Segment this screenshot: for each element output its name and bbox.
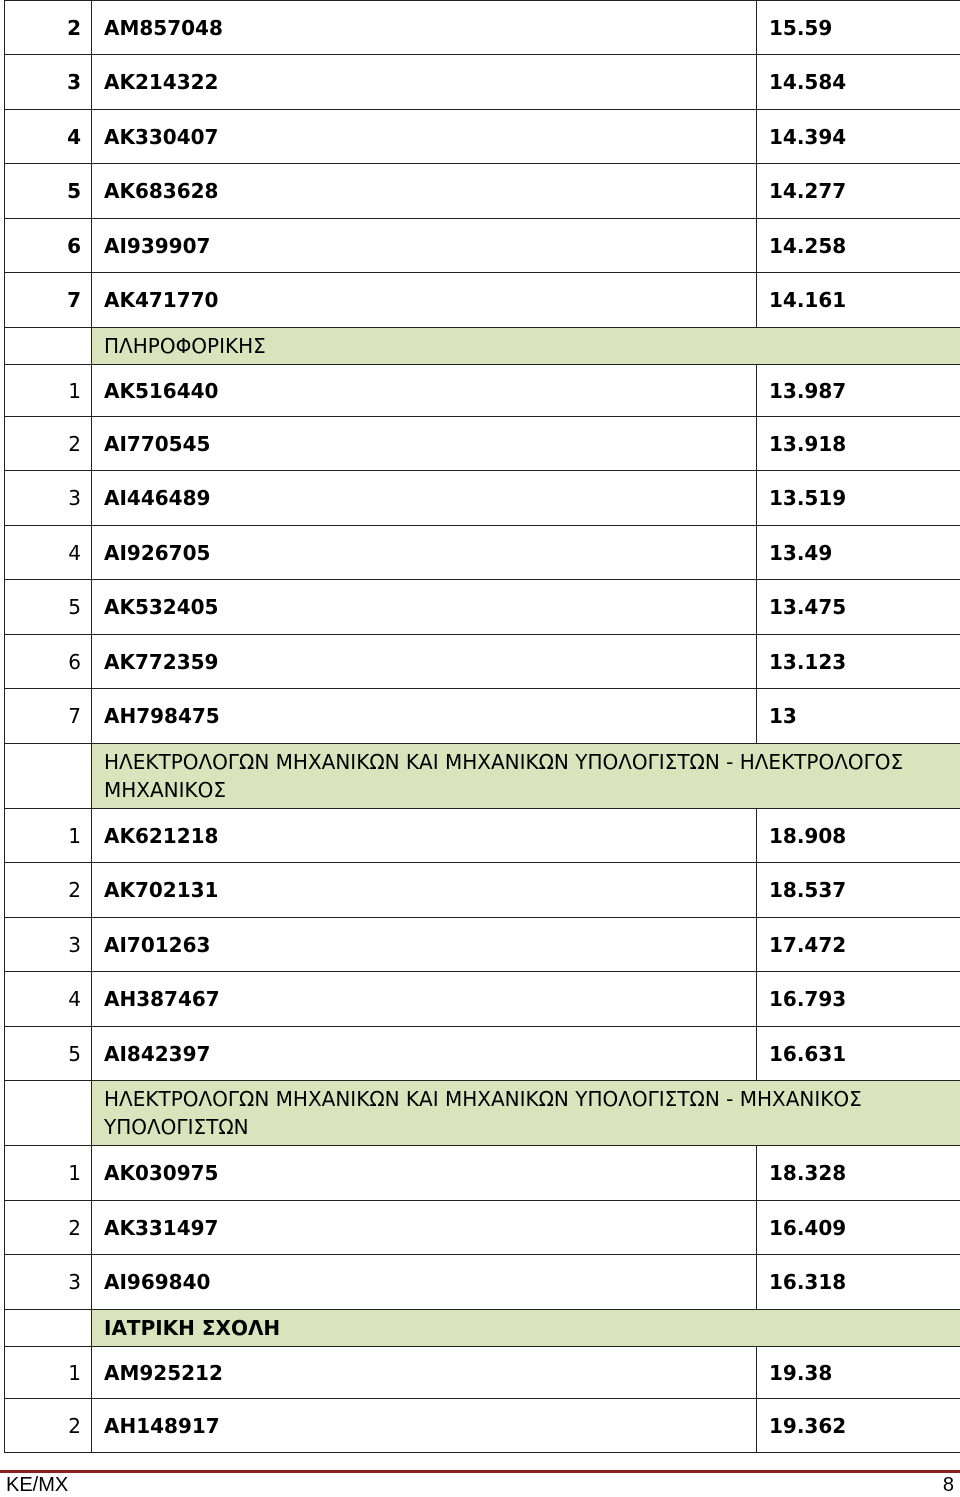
table-row bbox=[5, 365, 960, 417]
table-row bbox=[5, 471, 960, 526]
section-header-row bbox=[5, 1081, 960, 1146]
candidate-code-cell: AI926705 bbox=[92, 526, 757, 580]
table-row bbox=[5, 110, 960, 164]
rank-cell: 5 bbox=[5, 164, 92, 219]
candidate-code-cell: AK702131 bbox=[92, 863, 757, 918]
rank-cell: 7 bbox=[5, 273, 92, 328]
rank-cell: 1 bbox=[5, 1146, 92, 1201]
table-row bbox=[5, 1201, 960, 1255]
section-header-row bbox=[5, 1310, 960, 1347]
table-row bbox=[5, 863, 960, 918]
section-title: ΠΛΗΡΟΦΟΡΙΚΗΣ bbox=[92, 328, 960, 365]
results-table bbox=[4, 0, 960, 1453]
table-row bbox=[5, 972, 960, 1027]
results-table-body bbox=[5, 1, 960, 1453]
rank-cell: 3 bbox=[5, 918, 92, 972]
candidate-code-cell: AI701263 bbox=[92, 918, 757, 972]
score-cell: 14.394 bbox=[757, 110, 960, 164]
rank-cell: 5 bbox=[5, 580, 92, 635]
rank-cell: 5 bbox=[5, 1027, 92, 1081]
score-cell: 18.328 bbox=[757, 1146, 960, 1201]
score-cell: 18.908 bbox=[757, 809, 960, 863]
section-title: ΙΑΤΡΙΚΗ ΣΧΟΛΗ bbox=[92, 1310, 960, 1347]
candidate-code-cell: AK330407 bbox=[92, 110, 757, 164]
score-cell: 14.277 bbox=[757, 164, 960, 219]
table-row bbox=[5, 55, 960, 110]
table-row bbox=[5, 219, 960, 273]
rank-cell: 1 bbox=[5, 365, 92, 417]
rank-cell: 1 bbox=[5, 1347, 92, 1399]
score-cell: 16.631 bbox=[757, 1027, 960, 1081]
candidate-code-cell: AK772359 bbox=[92, 635, 757, 689]
table-row bbox=[5, 689, 960, 744]
table-row bbox=[5, 1027, 960, 1081]
candidate-code-cell: AI770545 bbox=[92, 417, 757, 471]
candidate-code-cell: AK532405 bbox=[92, 580, 757, 635]
rank-cell: 1 bbox=[5, 809, 92, 863]
section-blank-cell bbox=[5, 1081, 92, 1146]
table-row bbox=[5, 1347, 960, 1399]
rank-cell: 2 bbox=[5, 1, 92, 55]
section-title: ΗΛΕΚΤΡΟΛΟΓΩΝ ΜΗΧΑΝΙΚΩΝ ΚΑΙ ΜΗΧΑΝΙΚΩΝ ΥΠΟΛΟΓΙΣΤΩΝ - ΗΛΕΚΤΡΟΛΟΓΟΣ ΜΗΧΑΝΙΚΟΣ bbox=[92, 744, 960, 809]
candidate-code-cell: AK030975 bbox=[92, 1146, 757, 1201]
score-cell: 14.584 bbox=[757, 55, 960, 110]
score-cell: 16.409 bbox=[757, 1201, 960, 1255]
score-cell: 16.318 bbox=[757, 1255, 960, 1310]
candidate-code-cell: AH798475 bbox=[92, 689, 757, 744]
rank-cell: 6 bbox=[5, 635, 92, 689]
table-row bbox=[5, 1146, 960, 1201]
table-row bbox=[5, 417, 960, 471]
table-row bbox=[5, 809, 960, 863]
table-row bbox=[5, 580, 960, 635]
rank-cell: 6 bbox=[5, 219, 92, 273]
score-cell: 13.987 bbox=[757, 365, 960, 417]
candidate-code-cell: AK471770 bbox=[92, 273, 757, 328]
score-cell: 13.123 bbox=[757, 635, 960, 689]
score-cell: 18.537 bbox=[757, 863, 960, 918]
candidate-code-cell: AK214322 bbox=[92, 55, 757, 110]
section-blank-cell bbox=[5, 1310, 92, 1347]
rank-cell: 4 bbox=[5, 526, 92, 580]
candidate-code-cell: AK331497 bbox=[92, 1201, 757, 1255]
score-cell: 14.258 bbox=[757, 219, 960, 273]
score-cell: 14.161 bbox=[757, 273, 960, 328]
rank-cell: 2 bbox=[5, 863, 92, 918]
score-cell: 13.519 bbox=[757, 471, 960, 526]
rank-cell: 3 bbox=[5, 55, 92, 110]
table-row bbox=[5, 1, 960, 55]
candidate-code-cell: AH387467 bbox=[92, 972, 757, 1027]
score-cell: 15.59 bbox=[757, 1, 960, 55]
footer-label: ΚΕ/ΜΧ bbox=[6, 1474, 69, 1496]
rank-cell: 3 bbox=[5, 1255, 92, 1310]
score-cell: 19.362 bbox=[757, 1399, 960, 1453]
section-blank-cell bbox=[5, 744, 92, 809]
score-cell: 13 bbox=[757, 689, 960, 744]
section-blank-cell bbox=[5, 328, 92, 365]
candidate-code-cell: AK621218 bbox=[92, 809, 757, 863]
table-row bbox=[5, 526, 960, 580]
rank-cell: 3 bbox=[5, 471, 92, 526]
candidate-code-cell: AM857048 bbox=[92, 1, 757, 55]
footer-divider bbox=[0, 1470, 960, 1473]
candidate-code-cell: AI969840 bbox=[92, 1255, 757, 1310]
candidate-code-cell: AH148917 bbox=[92, 1399, 757, 1453]
candidate-code-cell: AK516440 bbox=[92, 365, 757, 417]
table-row bbox=[5, 918, 960, 972]
score-cell: 19.38 bbox=[757, 1347, 960, 1399]
score-cell: 13.475 bbox=[757, 580, 960, 635]
candidate-code-cell: AI842397 bbox=[92, 1027, 757, 1081]
score-cell: 13.918 bbox=[757, 417, 960, 471]
table-row bbox=[5, 273, 960, 328]
candidate-code-cell: AM925212 bbox=[92, 1347, 757, 1399]
section-title: ΗΛΕΚΤΡΟΛΟΓΩΝ ΜΗΧΑΝΙΚΩΝ ΚΑΙ ΜΗΧΑΝΙΚΩΝ ΥΠΟΛΟΓΙΣΤΩΝ - ΜΗΧΑΝΙΚΟΣ ΥΠΟΛΟΓΙΣΤΩΝ bbox=[92, 1081, 960, 1146]
section-header-row bbox=[5, 744, 960, 809]
table-row bbox=[5, 1255, 960, 1310]
rank-cell: 4 bbox=[5, 972, 92, 1027]
table-row bbox=[5, 635, 960, 689]
section-header-row bbox=[5, 328, 960, 365]
score-cell: 13.49 bbox=[757, 526, 960, 580]
rank-cell: 2 bbox=[5, 417, 92, 471]
score-cell: 16.793 bbox=[757, 972, 960, 1027]
score-cell: 17.472 bbox=[757, 918, 960, 972]
rank-cell: 7 bbox=[5, 689, 92, 744]
rank-cell: 2 bbox=[5, 1399, 92, 1453]
rank-cell: 2 bbox=[5, 1201, 92, 1255]
table-row bbox=[5, 1399, 960, 1453]
candidate-code-cell: AI939907 bbox=[92, 219, 757, 273]
rank-cell: 4 bbox=[5, 110, 92, 164]
candidate-code-cell: AK683628 bbox=[92, 164, 757, 219]
candidate-code-cell: AI446489 bbox=[92, 471, 757, 526]
page-number: 8 bbox=[942, 1474, 954, 1496]
table-row bbox=[5, 164, 960, 219]
